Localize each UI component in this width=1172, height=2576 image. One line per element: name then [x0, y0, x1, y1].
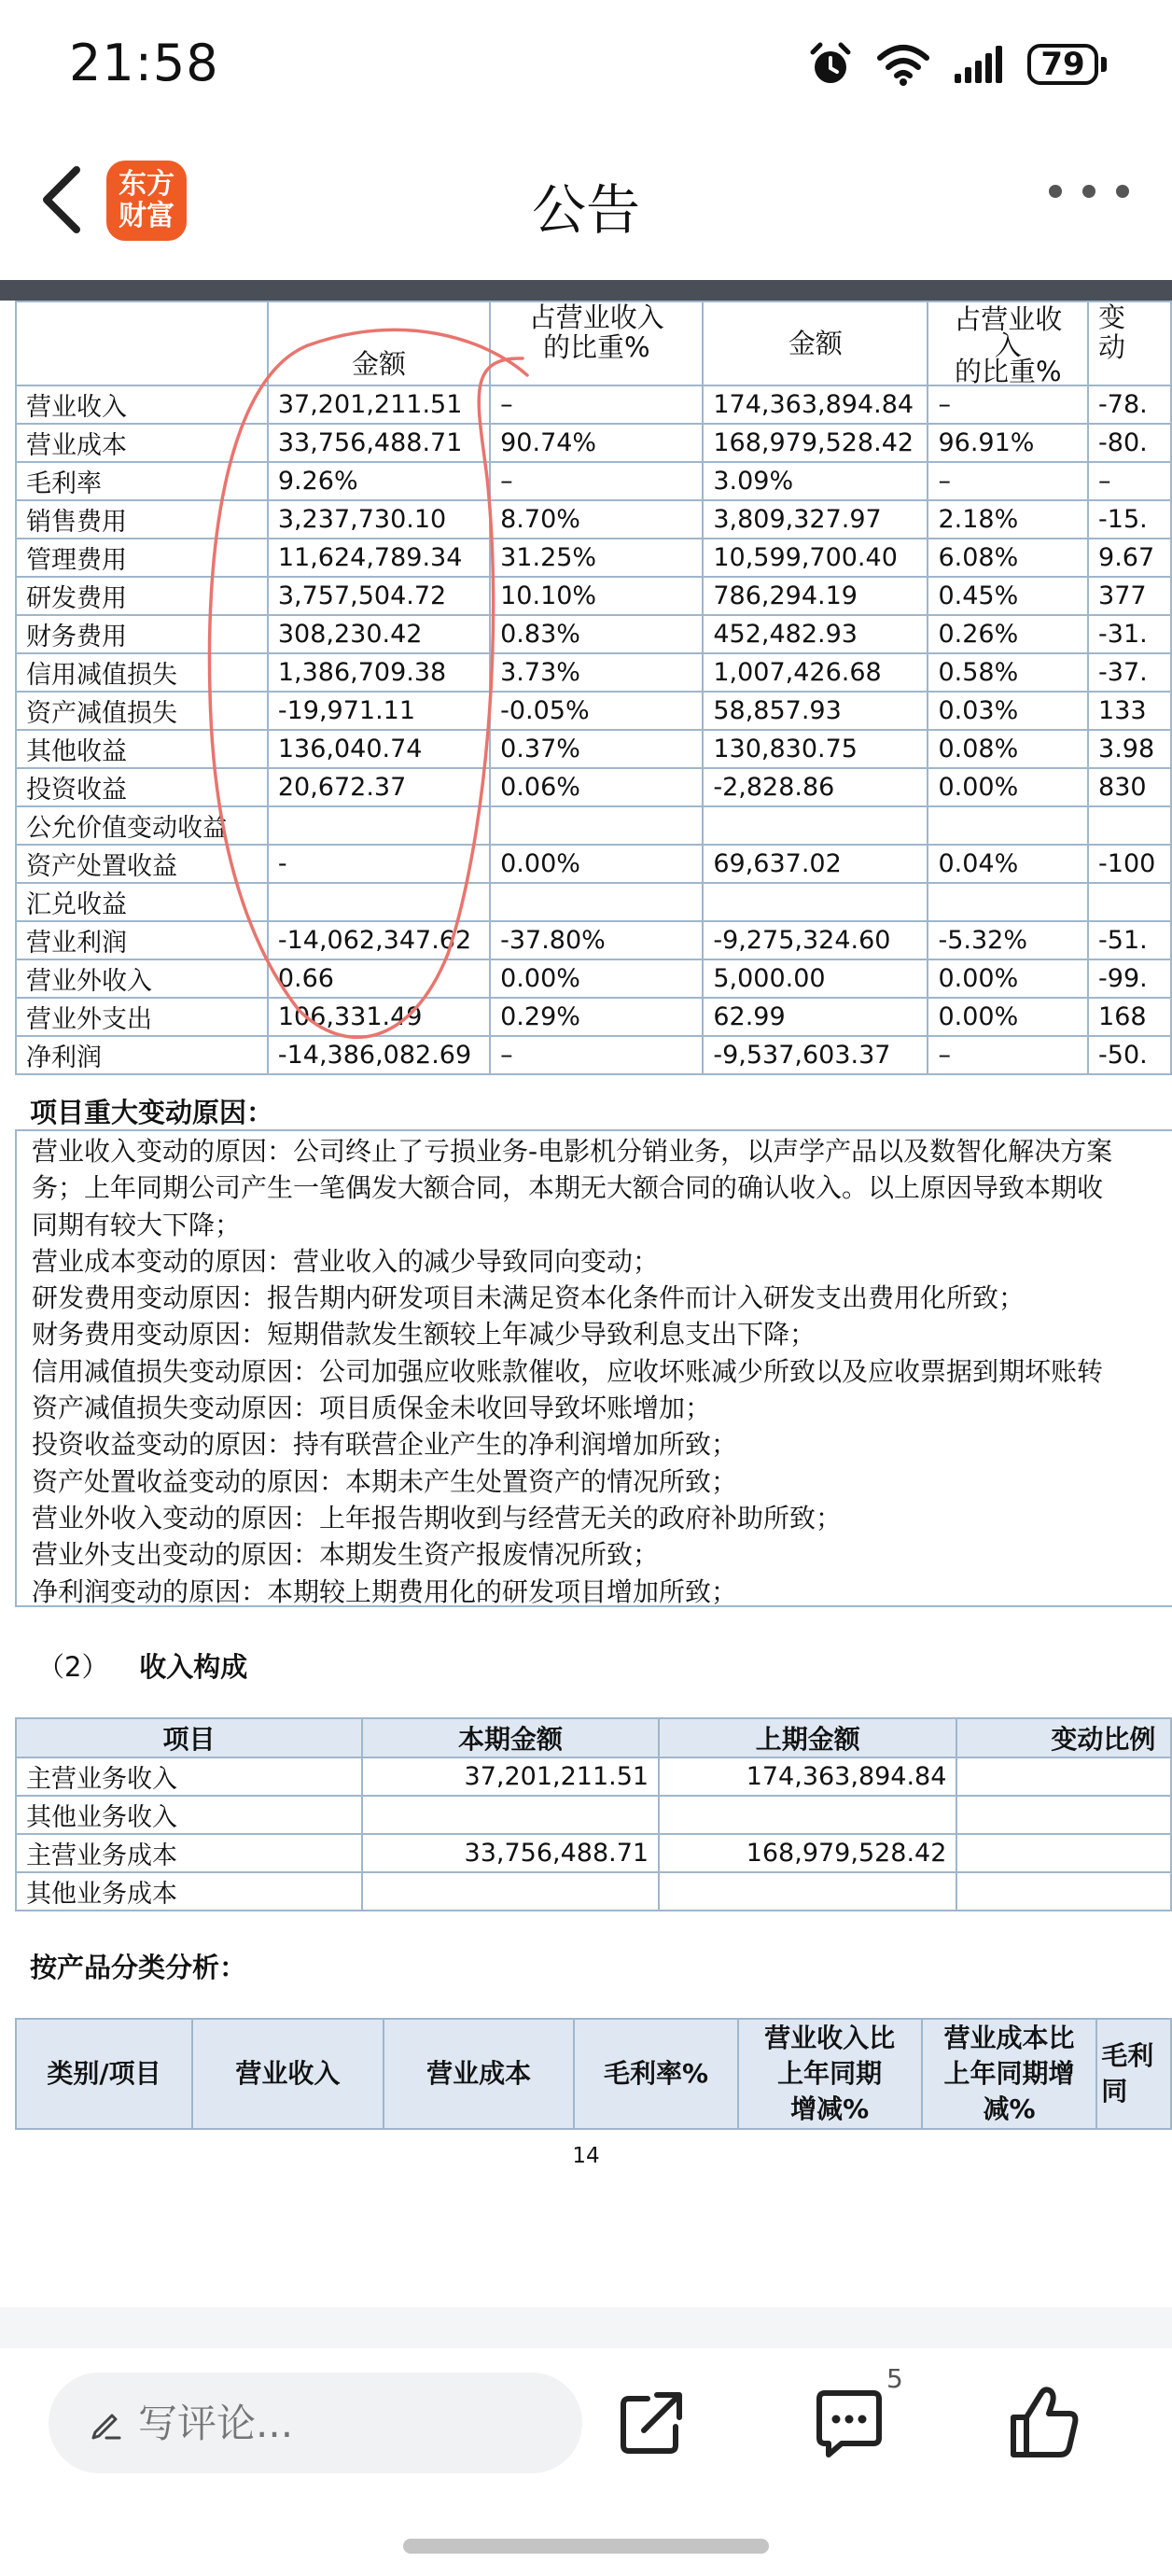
table-cell: [956, 1872, 1171, 1911]
table-cell: 3.09%: [703, 462, 928, 500]
reason-line: 务；上年同期公司产生一笔偶发大额合同，本期无大额合同的确认收入。以上原因导致本期收: [32, 1172, 1104, 1204]
table-cell: 3.73%: [490, 653, 703, 692]
comment-count-badge: 5: [886, 2363, 903, 2394]
section-name: 收入构成: [139, 1651, 248, 1683]
row-label: 财务费用: [16, 615, 268, 653]
revenue-table: [15, 1717, 1172, 1911]
table-cell: [928, 883, 1088, 921]
table-row: [16, 424, 1171, 462]
pen-icon: [88, 2404, 125, 2442]
table-cell: 31.25%: [490, 539, 703, 577]
reason-line: 信用减值损失变动原因：公司加强应收账款催收，应收坏账减少所致以及应收票据到期坏账转: [32, 1355, 1104, 1387]
table-cell: 786,294.19: [703, 577, 928, 615]
table-cell: -19,971.11: [268, 692, 490, 730]
table-cell: [659, 1796, 956, 1834]
nav-header: [0, 140, 1172, 261]
table-cell: 20,672.37: [268, 768, 490, 806]
table-cell: [659, 1872, 956, 1911]
wifi-icon: [876, 43, 930, 86]
logo-text-top: 东方: [119, 168, 174, 201]
row-label: 销售费用: [16, 500, 268, 539]
table-row: [16, 1796, 1171, 1834]
reason-line: 营业外收入变动的原因：上年报告期收到与经营无关的政府补助所致；: [32, 1502, 843, 1533]
table-cell: 9.67: [1088, 539, 1171, 577]
table-cell: 3.98: [1088, 730, 1171, 768]
table-cell: 174,363,894.84: [703, 385, 928, 424]
table-cell: 0.26%: [928, 615, 1088, 653]
header-cell: 营业收入比 上年同期 增减%: [738, 2019, 922, 2129]
table-cell: 2.18%: [928, 500, 1088, 539]
header-text: 占营业收入 的比重%: [528, 301, 664, 363]
table-cell: –: [490, 1036, 703, 1074]
table-cell: 168,979,528.42: [703, 424, 928, 462]
table-cell: -14,386,082.69: [268, 1036, 490, 1074]
table-cell: [928, 806, 1088, 845]
reason-line: 营业成本变动的原因：营业收入的减少导致同向变动；: [32, 1245, 660, 1277]
table-cell: -31.: [1088, 615, 1171, 653]
status-bar: [0, 0, 1172, 131]
table-cell: -50.: [1088, 1036, 1171, 1074]
table-cell: 0.58%: [928, 653, 1088, 692]
table-cell: -80.: [1088, 424, 1171, 462]
reason-line: 净利润变动的原因：本期较上期费用化的研发项目增加所致；: [32, 1575, 738, 1607]
table-row: [16, 845, 1171, 883]
table-cell: 9.26%: [268, 462, 490, 500]
table-cell: -9,275,324.60: [703, 921, 928, 959]
like-thumb-icon[interactable]: [997, 2376, 1090, 2470]
reasons-title: 项目重大变动原因：: [30, 1097, 274, 1128]
bottom-action-bar: [0, 2348, 1172, 2576]
table-cell: -99.: [1088, 959, 1171, 998]
table-cell: [362, 1872, 659, 1911]
table-cell: 136,040.74: [268, 730, 490, 768]
row-label: 营业外收入: [16, 959, 268, 998]
table-cell: 0.04%: [928, 845, 1088, 883]
header-cell: [1088, 301, 1171, 385]
table-cell: –: [1088, 462, 1171, 500]
table-row: [16, 577, 1171, 615]
reasons-list: [15, 1129, 1172, 1607]
table-cell: 308,230.42: [268, 615, 490, 653]
comment-input[interactable]: [136, 2400, 551, 2447]
table-cell: 90.74%: [490, 424, 703, 462]
row-label: 净利润: [16, 1036, 268, 1074]
comment-icon[interactable]: [801, 2376, 894, 2470]
header-cell: [16, 301, 268, 385]
table-cell: –: [928, 385, 1088, 424]
header-cell: 毛利 同: [1096, 2019, 1171, 2129]
table-row: [16, 730, 1171, 768]
table-cell: 33,756,488.71: [362, 1834, 659, 1872]
header-cell: 本期金额: [362, 1718, 659, 1757]
table-cell: -0.05%: [490, 692, 703, 730]
table-cell: [362, 1796, 659, 1834]
reason-line: 营业外支出变动的原因：本期发生资产报废情况所致；: [32, 1539, 660, 1571]
header-cell: 上期金额: [659, 1718, 956, 1757]
table-row: [16, 692, 1171, 730]
share-icon[interactable]: [605, 2376, 698, 2470]
table-cell: 3,237,730.10: [268, 500, 490, 539]
table-cell: 10.10%: [490, 577, 703, 615]
header-cell: 营业收入: [192, 2019, 384, 2129]
row-label: 其他业务收入: [16, 1796, 362, 1834]
revenue-section-title: [37, 1646, 247, 1685]
table-cell: -: [268, 845, 490, 883]
table-row: [16, 806, 1171, 845]
table-cell: [703, 806, 928, 845]
reason-line: 营业收入变动的原因：公司终止了亏损业务-电影机分销业务，以声学产品以及数智化解决方案: [32, 1136, 1113, 1167]
table-cell: 3,757,504.72: [268, 577, 490, 615]
status-icons: [807, 41, 1107, 88]
content-divider: [0, 2307, 1172, 2348]
row-label: 研发费用: [16, 577, 268, 615]
table-cell: 133: [1088, 692, 1171, 730]
document-viewer[interactable]: [0, 301, 1172, 2307]
table-cell: 106,331.49: [268, 998, 490, 1036]
table-cell: [956, 1757, 1171, 1796]
row-label: 毛利率: [16, 462, 268, 500]
table-cell: 0.00%: [928, 998, 1088, 1036]
row-label: 主营业务收入: [16, 1757, 362, 1796]
table-row: [16, 385, 1171, 424]
table-cell: 6.08%: [928, 539, 1088, 577]
logo-text-bottom: 财富: [119, 200, 174, 232]
header-text: 变 动: [1098, 301, 1126, 363]
row-label: 其他业务成本: [16, 1872, 362, 1911]
reason-line: 研发费用变动原因：报告期内研发项目未满足资本化条件而计入研发支出费用化所致；: [32, 1282, 1026, 1314]
header-cell: [268, 301, 490, 385]
table-cell: –: [928, 462, 1088, 500]
table-cell: [490, 883, 703, 921]
table-row: [16, 462, 1171, 500]
table-cell: [490, 806, 703, 845]
table-cell: -37.: [1088, 653, 1171, 692]
table-cell: 0.45%: [928, 577, 1088, 615]
header-divider: [0, 280, 1172, 301]
row-label: 信用减值损失: [16, 653, 268, 692]
table-cell: 0.00%: [490, 845, 703, 883]
status-time: 21:58: [69, 34, 219, 92]
header-cell: [490, 301, 703, 385]
table-cell: –: [490, 385, 703, 424]
row-label: 营业成本: [16, 424, 268, 462]
table-cell: 168,979,528.42: [659, 1834, 956, 1872]
table-cell: [1088, 883, 1171, 921]
table-cell: [956, 1834, 1171, 1872]
table-cell: -15.: [1088, 500, 1171, 539]
table-cell: -78.: [1088, 385, 1171, 424]
home-indicator: [403, 2539, 769, 2554]
table-cell: -2,828.86: [703, 768, 928, 806]
table-cell: 62.99: [703, 998, 928, 1036]
battery-level: 79: [1027, 44, 1098, 85]
table-row: [16, 998, 1171, 1036]
table-cell: 452,482.93: [703, 615, 928, 653]
table-row: [16, 615, 1171, 653]
section-number: （2）: [37, 1651, 109, 1683]
table-cell: 8.70%: [490, 500, 703, 539]
header-cell: 项目: [16, 1718, 362, 1757]
row-label: 投资收益: [16, 768, 268, 806]
table-cell: 0.03%: [928, 692, 1088, 730]
row-label: 其他收益: [16, 730, 268, 768]
table-cell: 5,000.00: [703, 959, 928, 998]
table-cell: 168: [1088, 998, 1171, 1036]
reason-line: 资产处置收益变动的原因：本期未产生处置资产的情况所致；: [32, 1465, 738, 1497]
product-table: [15, 2018, 1172, 2130]
table-cell: 0.83%: [490, 615, 703, 653]
header-text: 占营业收 入 的比重%: [954, 303, 1063, 385]
table-cell: 0.06%: [490, 768, 703, 806]
header-text: 金额: [788, 328, 843, 359]
table-cell: 33,756,488.71: [268, 424, 490, 462]
comment-box[interactable]: [49, 2373, 582, 2473]
table-cell: 0.00%: [928, 959, 1088, 998]
table-cell: 69,637.02: [703, 845, 928, 883]
header-cell: 毛利率%: [574, 2019, 737, 2129]
header-cell: 营业成本比 上年同期增 减%: [922, 2019, 1096, 2129]
row-label: 主营业务成本: [16, 1834, 362, 1872]
table-cell: [268, 806, 490, 845]
page-title: 公告: [531, 178, 640, 242]
row-label: 营业收入: [16, 385, 268, 424]
header-cell: 营业成本: [384, 2019, 575, 2129]
table-row: [16, 539, 1171, 577]
table-row: [16, 959, 1171, 998]
table-cell: 3,809,327.97: [703, 500, 928, 539]
table-cell: 377: [1088, 577, 1171, 615]
header-cell: 变动比例: [956, 1718, 1171, 1757]
table-cell: 1,386,709.38: [268, 653, 490, 692]
table-cell: -37.80%: [490, 921, 703, 959]
table-cell: 58,857.93: [703, 692, 928, 730]
table-row: [16, 500, 1171, 539]
table-row: [16, 921, 1171, 959]
more-icon[interactable]: [1049, 185, 1129, 198]
row-label: 管理费用: [16, 539, 268, 577]
header-text: 金额: [351, 348, 406, 380]
table-cell: 37,201,211.51: [362, 1757, 659, 1796]
row-label: 营业外支出: [16, 998, 268, 1036]
income-statement-table: [15, 301, 1172, 1075]
table-cell: 0.66: [268, 959, 490, 998]
table-row: [16, 883, 1171, 921]
header-cell: [703, 301, 928, 385]
table-cell: 96.91%: [928, 424, 1088, 462]
table-cell: [268, 883, 490, 921]
table-cell: 130,830.75: [703, 730, 928, 768]
reason-line: 资产减值损失变动原因：项目质保金未收回导致坏账增加；: [32, 1393, 712, 1424]
table-cell: [1088, 806, 1171, 845]
table-cell: 0.29%: [490, 998, 703, 1036]
table-cell: -100: [1088, 845, 1171, 883]
table-cell: [703, 883, 928, 921]
table-cell: 830: [1088, 768, 1171, 806]
table-cell: 11,624,789.34: [268, 539, 490, 577]
table-cell: [956, 1796, 1171, 1834]
table-cell: -9,537,603.37: [703, 1036, 928, 1074]
table-row: [16, 768, 1171, 806]
table-cell: -5.32%: [928, 921, 1088, 959]
signal-icon: [953, 44, 1005, 85]
header-cell: [928, 301, 1088, 385]
table-cell: 0.08%: [928, 730, 1088, 768]
row-label: 公允价值变动收益: [16, 806, 268, 845]
row-label: 营业利润: [16, 921, 268, 959]
table-cell: 0.00%: [928, 768, 1088, 806]
battery-indicator: [1027, 44, 1107, 85]
table-cell: -51.: [1088, 921, 1171, 959]
table-cell: 0.37%: [490, 730, 703, 768]
row-label: 汇兑收益: [16, 883, 268, 921]
reason-line: 投资收益变动的原因：持有联营企业产生的净利润增加所致；: [32, 1429, 738, 1461]
table-row: [16, 1872, 1171, 1911]
alarm-icon: [807, 41, 854, 88]
product-section-title: 按产品分类分析：: [30, 1952, 247, 1983]
row-label: 资产处置收益: [16, 845, 268, 883]
table-cell: -14,062,347.62: [268, 921, 490, 959]
table-cell: 174,363,894.84: [659, 1757, 956, 1796]
header-cell: 类别/项目: [16, 2019, 192, 2129]
table-row: [16, 1036, 1171, 1074]
table-row: [16, 1757, 1171, 1796]
table-row: [16, 1834, 1171, 1872]
table-cell: –: [928, 1036, 1088, 1074]
reason-line: 财务费用变动原因：短期借款发生额较上年减少导致利息支出下降；: [32, 1319, 816, 1351]
row-label: 资产减值损失: [16, 692, 268, 730]
table-row: [16, 653, 1171, 692]
table-cell: 10,599,700.40: [703, 539, 928, 577]
reason-line: 同期有较大下降；: [32, 1209, 242, 1240]
page-number: 14: [572, 2144, 600, 2168]
table-cell: 0.00%: [490, 959, 703, 998]
table-cell: 37,201,211.51: [268, 385, 490, 424]
table-cell: –: [490, 462, 703, 500]
table-cell: 1,007,426.68: [703, 653, 928, 692]
